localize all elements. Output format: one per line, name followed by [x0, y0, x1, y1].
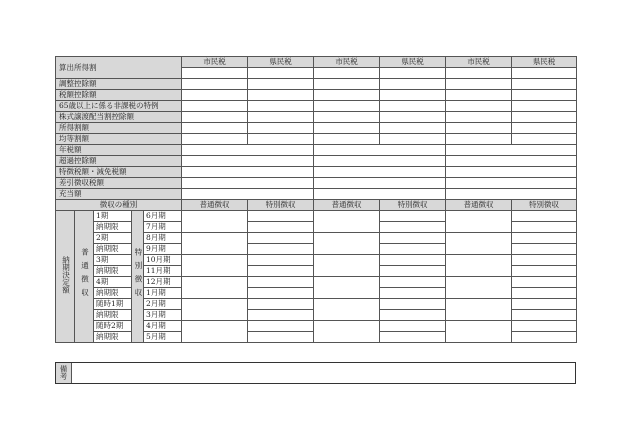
- value-cell[interactable]: [512, 134, 577, 145]
- normal-amount-cell[interactable]: [314, 233, 380, 255]
- normal-amount-cell[interactable]: [314, 255, 380, 277]
- value-cell[interactable]: [314, 123, 380, 134]
- row-label: 特徴税額・減免税額: [56, 167, 182, 178]
- payment-amount-vertical-label: [56, 211, 75, 343]
- normal-amount-cell[interactable]: [446, 233, 512, 255]
- remarks-label-text: 備考: [59, 365, 68, 380]
- month-label: 3月期: [144, 310, 182, 321]
- value-cell[interactable]: [380, 79, 446, 90]
- special-amount-cell[interactable]: [380, 332, 446, 343]
- period-name: 4期: [94, 277, 132, 288]
- col-header: 特別徴収: [380, 200, 446, 211]
- col-header: 県民税: [512, 57, 577, 68]
- value-cell[interactable]: [182, 134, 248, 145]
- value-cell[interactable]: [512, 123, 577, 134]
- value-cell[interactable]: [248, 123, 314, 134]
- special-amount-cell[interactable]: [380, 244, 446, 255]
- special-amount-cell[interactable]: [512, 255, 577, 266]
- special-amount-cell[interactable]: [248, 277, 314, 288]
- value-cell[interactable]: [248, 79, 314, 90]
- col-header: 普通徴収: [182, 200, 248, 211]
- collection-type-label: 徴収の種別: [56, 200, 182, 211]
- value-cell[interactable]: [446, 145, 577, 156]
- vertical-normal-text: 普通徴収: [80, 247, 90, 302]
- month-label: 11月期: [144, 266, 182, 277]
- row-label: 税額控除額: [56, 90, 182, 101]
- special-amount-cell[interactable]: [512, 288, 577, 299]
- value-cell[interactable]: [314, 178, 446, 189]
- special-amount-cell[interactable]: [512, 222, 577, 233]
- value-cell[interactable]: [380, 134, 446, 145]
- value-cell[interactable]: [182, 178, 314, 189]
- special-amount-cell[interactable]: [248, 222, 314, 233]
- special-amount-cell[interactable]: [512, 266, 577, 277]
- normal-collection-vertical-label: [75, 211, 94, 343]
- period-name: 随時1期: [94, 299, 132, 310]
- period-deadline: 納期限: [94, 244, 132, 255]
- normal-amount-cell[interactable]: [182, 255, 248, 277]
- value-cell[interactable]: [182, 79, 248, 90]
- month-label: 1月期: [144, 288, 182, 299]
- normal-amount-cell[interactable]: [182, 211, 248, 233]
- special-amount-cell[interactable]: [248, 244, 314, 255]
- value-cell[interactable]: [314, 90, 380, 101]
- value-cell[interactable]: [446, 167, 577, 178]
- col-header: 特別徴収: [248, 200, 314, 211]
- value-cell[interactable]: [314, 68, 380, 79]
- col-header: 市民税: [314, 57, 380, 68]
- normal-amount-cell[interactable]: [446, 211, 512, 233]
- period-name: 2期: [94, 233, 132, 244]
- month-label: 12月期: [144, 277, 182, 288]
- value-cell[interactable]: [512, 79, 577, 90]
- value-cell[interactable]: [248, 101, 314, 112]
- value-cell[interactable]: [446, 112, 512, 123]
- value-cell[interactable]: [380, 90, 446, 101]
- special-amount-cell[interactable]: [380, 277, 446, 288]
- special-collection-vertical-label: [132, 211, 144, 343]
- value-cell[interactable]: [380, 68, 446, 79]
- value-cell[interactable]: [248, 90, 314, 101]
- remarks-label: [56, 363, 72, 383]
- row-label: 超過控除額: [56, 156, 182, 167]
- value-cell[interactable]: [314, 101, 380, 112]
- value-cell[interactable]: [512, 101, 577, 112]
- special-amount-cell[interactable]: [248, 332, 314, 343]
- normal-amount-cell[interactable]: [446, 299, 512, 321]
- value-cell[interactable]: [446, 123, 512, 134]
- special-amount-cell[interactable]: [512, 244, 577, 255]
- special-amount-cell[interactable]: [512, 299, 577, 310]
- period-deadline: 納期限: [94, 332, 132, 343]
- value-cell[interactable]: [182, 167, 314, 178]
- special-amount-cell[interactable]: [248, 299, 314, 310]
- value-cell[interactable]: [314, 189, 446, 200]
- special-amount-cell[interactable]: [512, 332, 577, 343]
- value-cell[interactable]: [314, 156, 446, 167]
- special-amount-cell[interactable]: [248, 255, 314, 266]
- value-cell[interactable]: [182, 90, 248, 101]
- month-label: 4月期: [144, 321, 182, 332]
- col-header: 普通徴収: [446, 200, 512, 211]
- value-cell[interactable]: [446, 90, 512, 101]
- value-cell[interactable]: [182, 123, 248, 134]
- special-amount-cell[interactable]: [248, 321, 314, 332]
- special-amount-cell[interactable]: [380, 299, 446, 310]
- value-cell[interactable]: [248, 112, 314, 123]
- period-deadline: 納期限: [94, 266, 132, 277]
- value-cell[interactable]: [314, 112, 380, 123]
- value-cell[interactable]: [512, 112, 577, 123]
- value-cell[interactable]: [446, 189, 577, 200]
- special-amount-cell[interactable]: [248, 266, 314, 277]
- col-header: 県民税: [380, 57, 446, 68]
- special-amount-cell[interactable]: [248, 211, 314, 222]
- normal-amount-cell[interactable]: [182, 321, 248, 343]
- normal-amount-cell[interactable]: [314, 277, 380, 299]
- row-label: 調整控除額: [56, 79, 182, 90]
- period-name: 1期: [94, 211, 132, 222]
- value-cell[interactable]: [314, 134, 380, 145]
- value-cell[interactable]: [182, 112, 248, 123]
- value-cell[interactable]: [182, 145, 314, 156]
- income-tax-label: 算出所得割: [56, 57, 182, 79]
- col-header: 普通徴収: [314, 200, 380, 211]
- tax-calculation-table: [55, 56, 577, 343]
- month-label: 5月期: [144, 332, 182, 343]
- vertical-main-text: 納期決定額: [61, 255, 71, 294]
- normal-amount-cell[interactable]: [182, 299, 248, 321]
- month-label: 10月期: [144, 255, 182, 266]
- month-label: 8月期: [144, 233, 182, 244]
- value-cell[interactable]: [446, 101, 512, 112]
- row-label: 差引徴収税額: [56, 178, 182, 189]
- row-label: 所得割額: [56, 123, 182, 134]
- row-label: 年税額: [56, 145, 182, 156]
- special-amount-cell[interactable]: [380, 321, 446, 332]
- value-cell[interactable]: [512, 68, 577, 79]
- col-header: 特別徴収: [512, 200, 577, 211]
- remarks-box[interactable]: [55, 362, 576, 384]
- normal-amount-cell[interactable]: [446, 255, 512, 277]
- normal-amount-cell[interactable]: [446, 277, 512, 299]
- value-cell[interactable]: [314, 145, 446, 156]
- value-cell[interactable]: [314, 167, 446, 178]
- value-cell[interactable]: [248, 68, 314, 79]
- value-cell[interactable]: [446, 79, 512, 90]
- normal-amount-cell[interactable]: [314, 299, 380, 321]
- month-label: 6月期: [144, 211, 182, 222]
- col-header: 市民税: [446, 57, 512, 68]
- row-label: 65歳以上に係る非課税の特例: [56, 101, 182, 112]
- row-label: 均等割額: [56, 134, 182, 145]
- period-name: 随時2期: [94, 321, 132, 332]
- value-cell[interactable]: [182, 156, 314, 167]
- row-label: 株式譲渡配当割控除額: [56, 112, 182, 123]
- month-label: 2月期: [144, 299, 182, 310]
- special-amount-cell[interactable]: [380, 255, 446, 266]
- special-amount-cell[interactable]: [512, 310, 577, 321]
- special-amount-cell[interactable]: [512, 321, 577, 332]
- row-label: 充当額: [56, 189, 182, 200]
- normal-amount-cell[interactable]: [446, 321, 512, 343]
- normal-amount-cell[interactable]: [314, 321, 380, 343]
- period-name: 3期: [94, 255, 132, 266]
- col-header: 県民税: [248, 57, 314, 68]
- special-amount-cell[interactable]: [380, 211, 446, 222]
- value-cell[interactable]: [182, 101, 248, 112]
- special-amount-cell[interactable]: [512, 233, 577, 244]
- value-cell[interactable]: [446, 68, 512, 79]
- month-label: 9月期: [144, 244, 182, 255]
- value-cell[interactable]: [314, 79, 380, 90]
- value-cell[interactable]: [446, 134, 512, 145]
- normal-amount-cell[interactable]: [182, 233, 248, 255]
- special-amount-cell[interactable]: [248, 310, 314, 321]
- value-cell[interactable]: [446, 156, 577, 167]
- special-amount-cell[interactable]: [380, 222, 446, 233]
- value-cell[interactable]: [182, 68, 248, 79]
- col-header: 市民税: [182, 57, 248, 68]
- period-deadline: 納期限: [94, 310, 132, 321]
- special-amount-cell[interactable]: [380, 266, 446, 277]
- value-cell[interactable]: [512, 90, 577, 101]
- special-amount-cell[interactable]: [512, 211, 577, 222]
- month-label: 7月期: [144, 222, 182, 233]
- special-amount-cell[interactable]: [512, 277, 577, 288]
- value-cell[interactable]: [380, 123, 446, 134]
- special-amount-cell[interactable]: [248, 233, 314, 244]
- special-amount-cell[interactable]: [380, 233, 446, 244]
- value-cell[interactable]: [248, 134, 314, 145]
- special-amount-cell[interactable]: [380, 310, 446, 321]
- value-cell[interactable]: [380, 101, 446, 112]
- normal-amount-cell[interactable]: [182, 277, 248, 299]
- normal-amount-cell[interactable]: [314, 211, 380, 233]
- value-cell[interactable]: [182, 189, 314, 200]
- period-deadline: 納期限: [94, 222, 132, 233]
- vertical-special-text: 特別徴収: [133, 247, 143, 302]
- special-amount-cell[interactable]: [380, 288, 446, 299]
- value-cell[interactable]: [446, 178, 577, 189]
- special-amount-cell[interactable]: [248, 288, 314, 299]
- period-deadline: 納期限: [94, 288, 132, 299]
- value-cell[interactable]: [380, 112, 446, 123]
